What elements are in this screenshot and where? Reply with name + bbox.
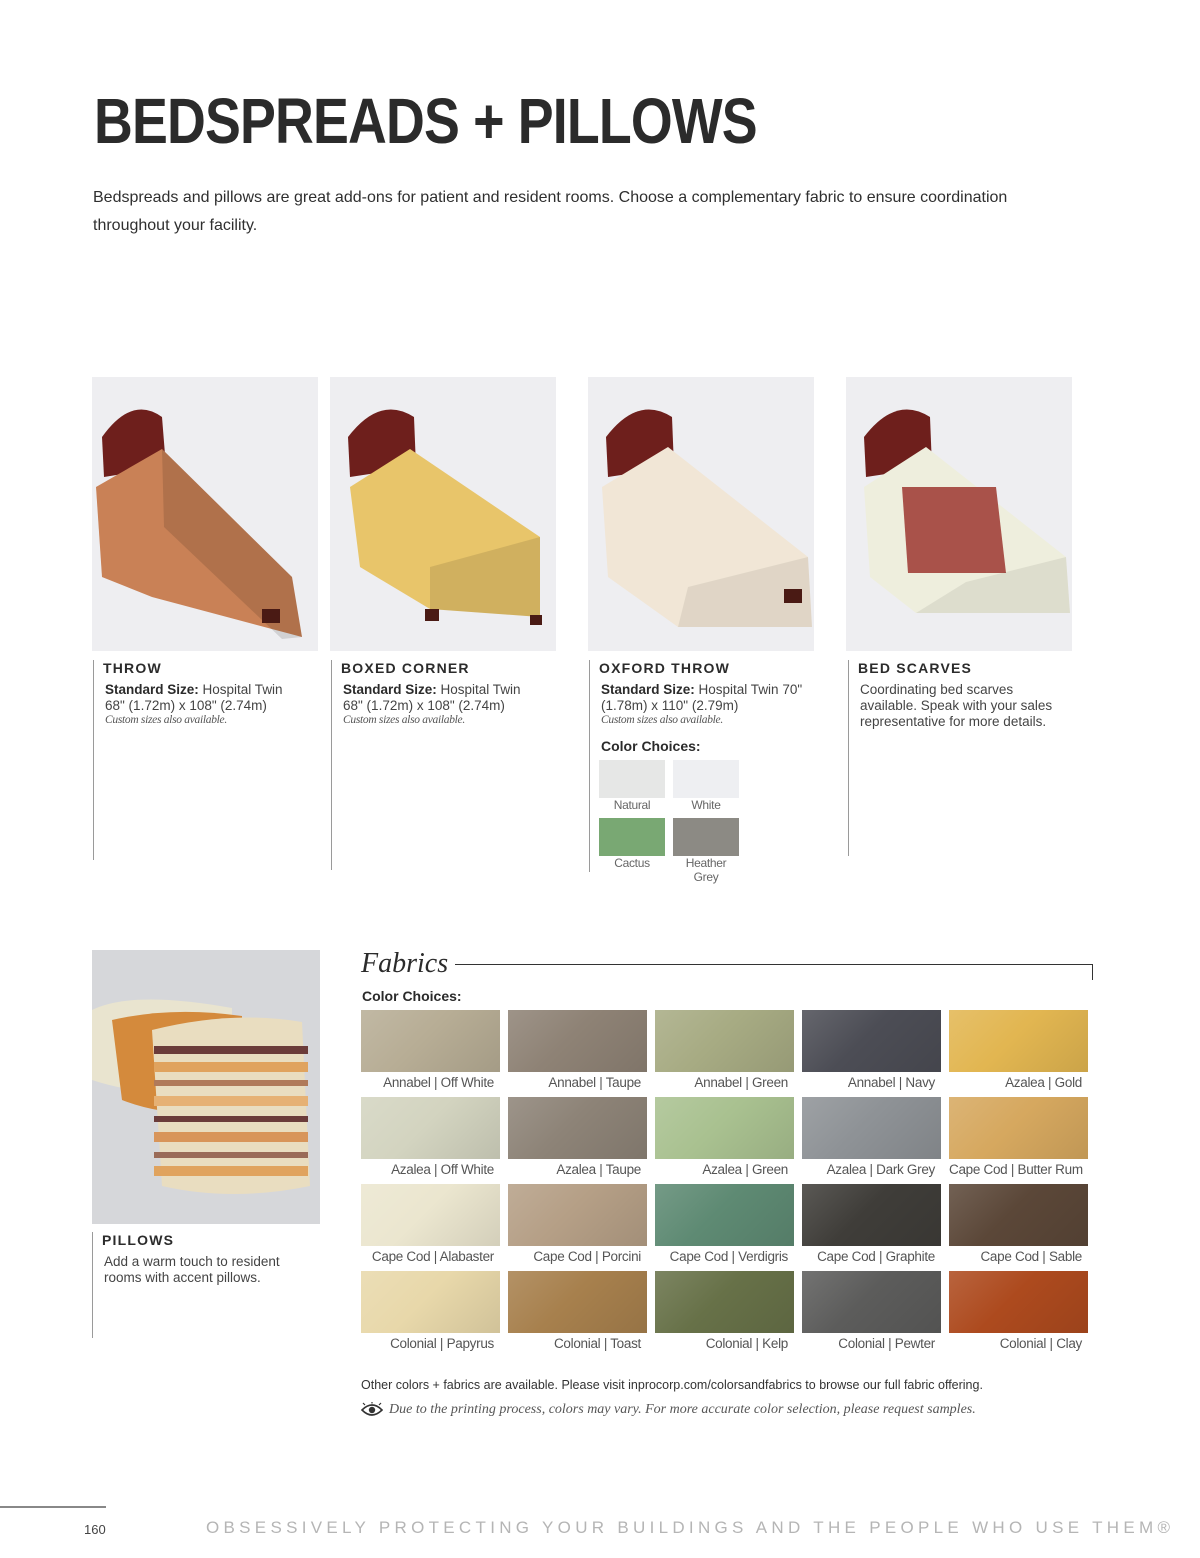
fabric-swatch-color xyxy=(508,1097,647,1159)
color-choices-label: Color Choices: xyxy=(601,738,701,754)
bed-scarves-image xyxy=(846,377,1072,651)
fabric-swatch-color xyxy=(361,1010,500,1072)
oxford-color-grid xyxy=(599,760,819,886)
product-name: PILLOWS xyxy=(102,1232,175,1248)
color-disclaimer xyxy=(361,1402,976,1418)
fabric-swatch[interactable] xyxy=(508,1271,647,1358)
pillows-illustration xyxy=(92,950,320,1224)
product-name: BOXED CORNER xyxy=(341,660,470,676)
swatch-natural[interactable] xyxy=(599,760,665,814)
boxed-corner-bed-image xyxy=(330,377,556,651)
other-colors-note: Other colors + fabrics are available. Please visit inprocorp.com/colorsandfabrics to browse our full fabric offering. xyxy=(361,1378,983,1392)
fabric-swatch-color xyxy=(655,1184,794,1246)
fabrics-divider-end xyxy=(1092,964,1093,980)
fabrics-title: Fabrics xyxy=(361,948,449,979)
size-label: Standard Size: xyxy=(343,682,437,697)
fabric-swatch-color xyxy=(655,1271,794,1333)
fabric-swatch-label: Cape Cod | Sable xyxy=(980,1249,1082,1264)
swatch-color xyxy=(599,760,665,798)
swatch-heather-grey[interactable] xyxy=(673,818,739,886)
striped-pillow xyxy=(152,1018,310,1195)
fabric-swatch-label: Annabel | Green xyxy=(694,1075,788,1090)
fabric-swatch[interactable] xyxy=(655,1010,794,1097)
bed-illustration xyxy=(92,377,318,651)
custom-sizes-note: Custom sizes also available. xyxy=(105,714,227,726)
product-boxed-corner xyxy=(331,660,551,870)
fabric-swatch-label: Azalea | Off White xyxy=(391,1162,494,1177)
fabric-swatch-label: Annabel | Off White xyxy=(383,1075,494,1090)
fabric-swatch-label: Colonial | Clay xyxy=(999,1336,1082,1351)
fabric-swatch[interactable] xyxy=(655,1184,794,1271)
fabric-swatch-label: Cape Cod | Graphite xyxy=(817,1249,935,1264)
swatch-label: Cactus xyxy=(614,856,650,870)
fabric-swatch[interactable] xyxy=(508,1097,647,1184)
product-name: BED SCARVES xyxy=(858,660,973,676)
fabric-swatch[interactable] xyxy=(508,1184,647,1271)
fabric-swatch-color xyxy=(802,1271,941,1333)
size-value: Hospital Twin 70" xyxy=(694,682,803,697)
swatch-cactus[interactable] xyxy=(599,818,665,886)
eye-icon xyxy=(361,1402,383,1418)
fabric-swatch-color xyxy=(655,1010,794,1072)
oxford-throw-bed-image xyxy=(588,377,814,651)
fabric-swatch[interactable] xyxy=(361,1271,500,1358)
fabric-swatch[interactable] xyxy=(361,1010,500,1097)
fabric-swatch-color xyxy=(949,1184,1088,1246)
product-throw xyxy=(93,660,313,860)
product-oxford-throw xyxy=(589,660,819,884)
fabric-swatch-color xyxy=(949,1097,1088,1159)
swatch-color xyxy=(673,760,739,798)
bed-illustration xyxy=(846,377,1072,651)
fabric-swatch[interactable] xyxy=(361,1097,500,1184)
fabric-swatch[interactable] xyxy=(361,1184,500,1271)
fabric-swatch[interactable] xyxy=(802,1010,941,1097)
fabric-swatch[interactable] xyxy=(802,1271,941,1358)
page-title: BEDSPREADS + PILLOWS xyxy=(94,85,757,157)
fabric-swatch-label: Azalea | Dark Grey xyxy=(826,1162,935,1177)
custom-sizes-note: Custom sizes also available. xyxy=(343,714,465,726)
swatch-label: White xyxy=(691,798,721,812)
fabric-swatch-color xyxy=(508,1010,647,1072)
throw-bed-image xyxy=(92,377,318,651)
fabrics-color-choices-label: Color Choices: xyxy=(362,988,462,1004)
fabrics-divider xyxy=(455,964,1093,965)
fabric-swatch-color xyxy=(949,1010,1088,1072)
fabric-swatch[interactable] xyxy=(802,1097,941,1184)
fabric-swatch-label: Cape Cod | Porcini xyxy=(533,1249,641,1264)
product-description: Add a warm touch to resident rooms with accent pillows. xyxy=(104,1254,280,1285)
page-number: 160 xyxy=(84,1522,106,1537)
swatch-white[interactable] xyxy=(673,760,739,814)
fabric-swatch-label: Cape Cod | Verdigris xyxy=(669,1249,788,1264)
fabric-swatch[interactable] xyxy=(949,1271,1088,1358)
fabric-swatch-color xyxy=(802,1010,941,1072)
footer-rule xyxy=(0,1506,106,1508)
fabric-swatch[interactable] xyxy=(949,1097,1088,1184)
intro-text: Bedspreads and pillows are great add-ons for patient and resident rooms. Choose a complementary fabric to ensure coordination throughout your facility. xyxy=(93,189,1008,234)
fabric-swatch-label: Annabel | Navy xyxy=(847,1075,935,1090)
fabric-swatch[interactable] xyxy=(655,1271,794,1358)
fabric-swatch-label: Annabel | Taupe xyxy=(548,1075,641,1090)
fabric-swatch-color xyxy=(949,1271,1088,1333)
fabric-swatch-label: Azalea | Green xyxy=(702,1162,788,1177)
fabric-swatch[interactable] xyxy=(802,1184,941,1271)
swatch-color xyxy=(673,818,739,856)
disclaimer-text: Due to the printing process, colors may vary. For more accurate color selection, please request samples. xyxy=(389,1402,976,1417)
swatch-color xyxy=(599,818,665,856)
fabric-swatch-label: Cape Cod | Butter Rum xyxy=(949,1162,1083,1177)
size-label: Standard Size: xyxy=(601,682,695,697)
fabric-swatch-color xyxy=(655,1097,794,1159)
product-description: Coordinating bed scarves available. Speak with your sales representative for more details. xyxy=(860,682,1053,729)
fabric-swatch-color xyxy=(508,1271,647,1333)
fabric-swatch[interactable] xyxy=(508,1010,647,1097)
swatch-label: Heather Grey xyxy=(685,856,727,884)
size-value: Hospital Twin xyxy=(436,682,521,697)
product-name: OXFORD THROW xyxy=(599,660,731,676)
pillows-image xyxy=(92,950,320,1224)
fabric-swatch-color xyxy=(802,1097,941,1159)
swatch-label: Natural xyxy=(613,798,651,812)
fabric-swatch-label: Azalea | Taupe xyxy=(556,1162,641,1177)
fabric-swatch[interactable] xyxy=(949,1010,1088,1097)
fabric-swatch-label: Cape Cod | Alabaster xyxy=(371,1249,494,1264)
fabric-swatch-color xyxy=(361,1271,500,1333)
fabric-swatch-label: Colonial | Kelp xyxy=(705,1336,788,1351)
bed-illustration xyxy=(588,377,814,651)
fabric-swatch-label: Colonial | Papyrus xyxy=(390,1336,494,1351)
fabric-swatch[interactable] xyxy=(949,1184,1088,1271)
size-value: Hospital Twin xyxy=(198,682,283,697)
fabric-swatch-color xyxy=(508,1184,647,1246)
custom-sizes-note: Custom sizes also available. xyxy=(601,714,723,726)
fabric-swatch-label: Azalea | Gold xyxy=(1005,1075,1082,1090)
product-bed-scarves xyxy=(848,660,1078,856)
product-name: THROW xyxy=(103,660,162,676)
fabric-swatch-color xyxy=(361,1184,500,1246)
fabric-swatch-grid xyxy=(361,1010,1088,1358)
fabric-swatch-label: Colonial | Pewter xyxy=(838,1336,935,1351)
fabric-swatch-label: Colonial | Toast xyxy=(553,1336,641,1351)
bed-scarf xyxy=(902,487,1006,573)
fabric-swatch-color xyxy=(361,1097,500,1159)
size-label: Standard Size: xyxy=(105,682,199,697)
bed-illustration xyxy=(330,377,556,651)
size-dimensions: 68" (1.72m) x 108" (2.74m) xyxy=(105,698,267,713)
fabric-swatch[interactable] xyxy=(655,1097,794,1184)
footer-tagline: OBSESSIVELY PROTECTING YOUR BUILDINGS AND THE PEOPLE WHO USE THEM® xyxy=(206,1518,1175,1537)
size-dimensions: (1.78m) x 110" (2.79m) xyxy=(601,698,739,713)
fabric-swatch-color xyxy=(802,1184,941,1246)
product-pillows xyxy=(92,1232,318,1338)
size-dimensions: 68" (1.72m) x 108" (2.74m) xyxy=(343,698,505,713)
